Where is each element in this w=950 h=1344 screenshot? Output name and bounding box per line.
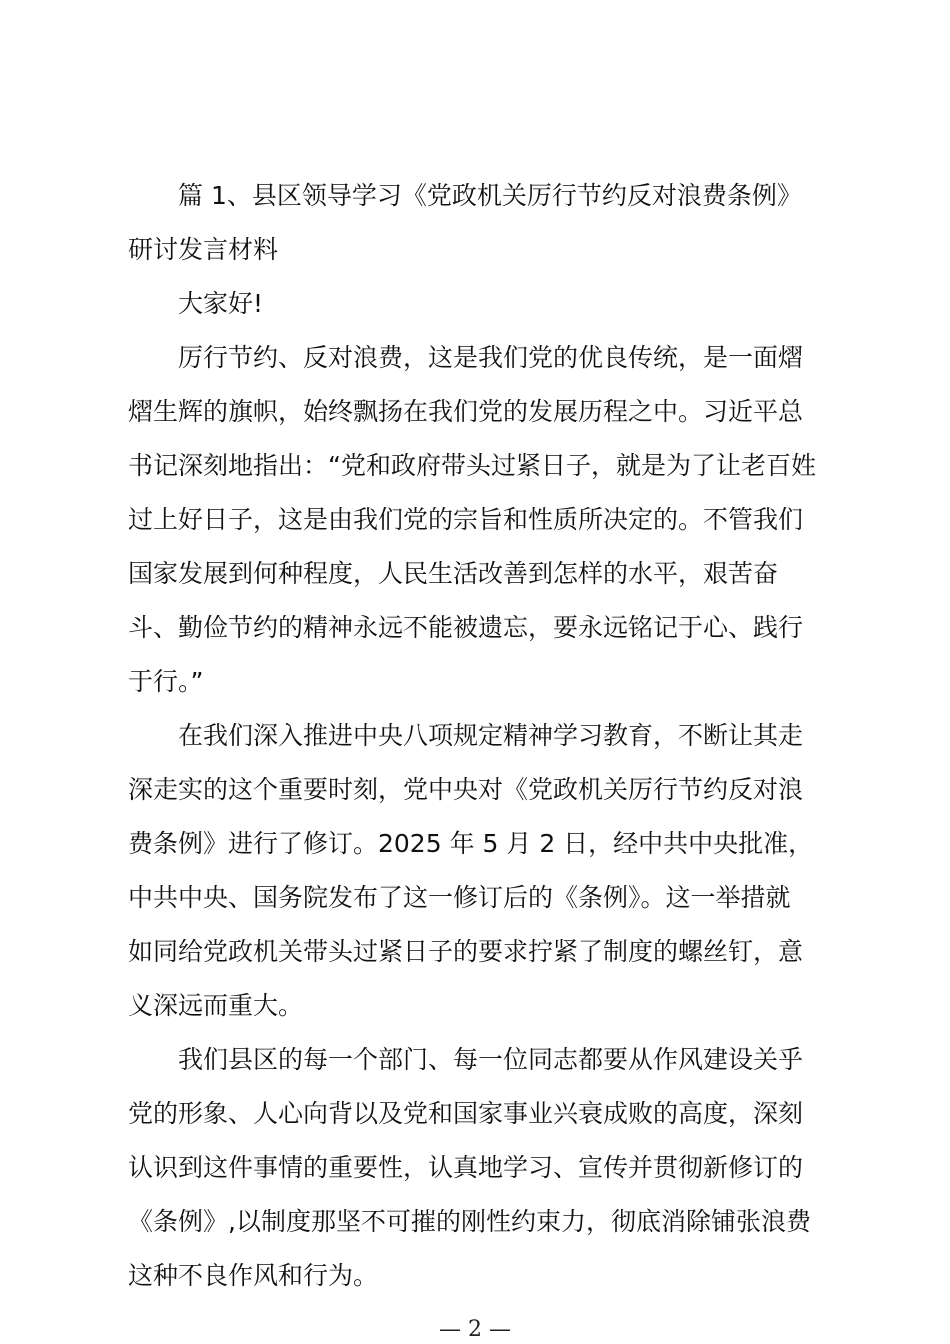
paragraph-1 (128, 336, 838, 714)
title-line: 篇 1、县区领导学习《党政机关厉行节约反对浪费条例》 (178, 181, 802, 210)
paragraph-line: 义深远而重大。 (128, 991, 304, 1020)
paragraph-line: 深走实的这个重要时刻，党中央对《党政机关厉行节约反对浪 (128, 775, 804, 804)
paragraph-line: 熠生辉的旗帜，始终飘扬在我们党的发展历程之中。习近平总 (128, 397, 804, 426)
greeting: 大家好! (178, 289, 264, 318)
paragraph-line: 过上好日子，这是由我们党的宗旨和性质所决定的。不管我们 (128, 505, 804, 534)
paragraph-line: 中共中央、国务院发布了这一修订后的《条例》。这一举措就 (128, 883, 791, 912)
paragraph-line: 斗、勤俭节约的精神永远不能被遗忘，要永远铭记于心、践行 (128, 613, 804, 642)
paragraph-line: 认识到这件事情的重要性，认真地学习、宣传并贯彻新修订的 (128, 1153, 804, 1182)
paragraph-line: 我们县区的每一个部门、每一位同志都要从作风建设关乎 (178, 1045, 804, 1074)
paragraph-3 (128, 1038, 838, 1308)
paragraph-line: 《条例》,以制度那坚不可摧的刚性约束力，彻底消除铺张浪费 (128, 1207, 811, 1236)
paragraph-2 (128, 714, 838, 1038)
paragraph-line: 费条例》进行了修订。2025 年 5 月 2 日，经中共中央批准， (128, 829, 814, 858)
paragraph-line: 书记深刻地指出：“党和政府带头过紧日子，就是为了让老百姓 (128, 451, 816, 480)
paragraph-line: 于行。” (128, 667, 204, 696)
document-title (128, 174, 838, 282)
title-line: 研讨发言材料 (128, 235, 279, 264)
paragraph-line: 国家发展到何种程度，人民生活改善到怎样的水平，艰苦奋 (128, 559, 779, 588)
paragraph-line: 党的形象、人心向背以及党和国家事业兴衰成败的高度，深刻 (128, 1099, 804, 1128)
paragraph-line: 如同给党政机关带头过紧日子的要求拧紧了制度的螺丝钉，意 (128, 937, 804, 966)
paragraph-line: 厉行节约、反对浪费，这是我们党的优良传统，是一面熠 (178, 343, 804, 372)
page-number: — 2 — (439, 1317, 511, 1342)
paragraph-line: 这种不良作风和行为。 (128, 1261, 379, 1290)
paragraph-line: 在我们深入推进中央八项规定精神学习教育，不断让其走 (178, 721, 804, 750)
document-body (128, 174, 838, 1308)
